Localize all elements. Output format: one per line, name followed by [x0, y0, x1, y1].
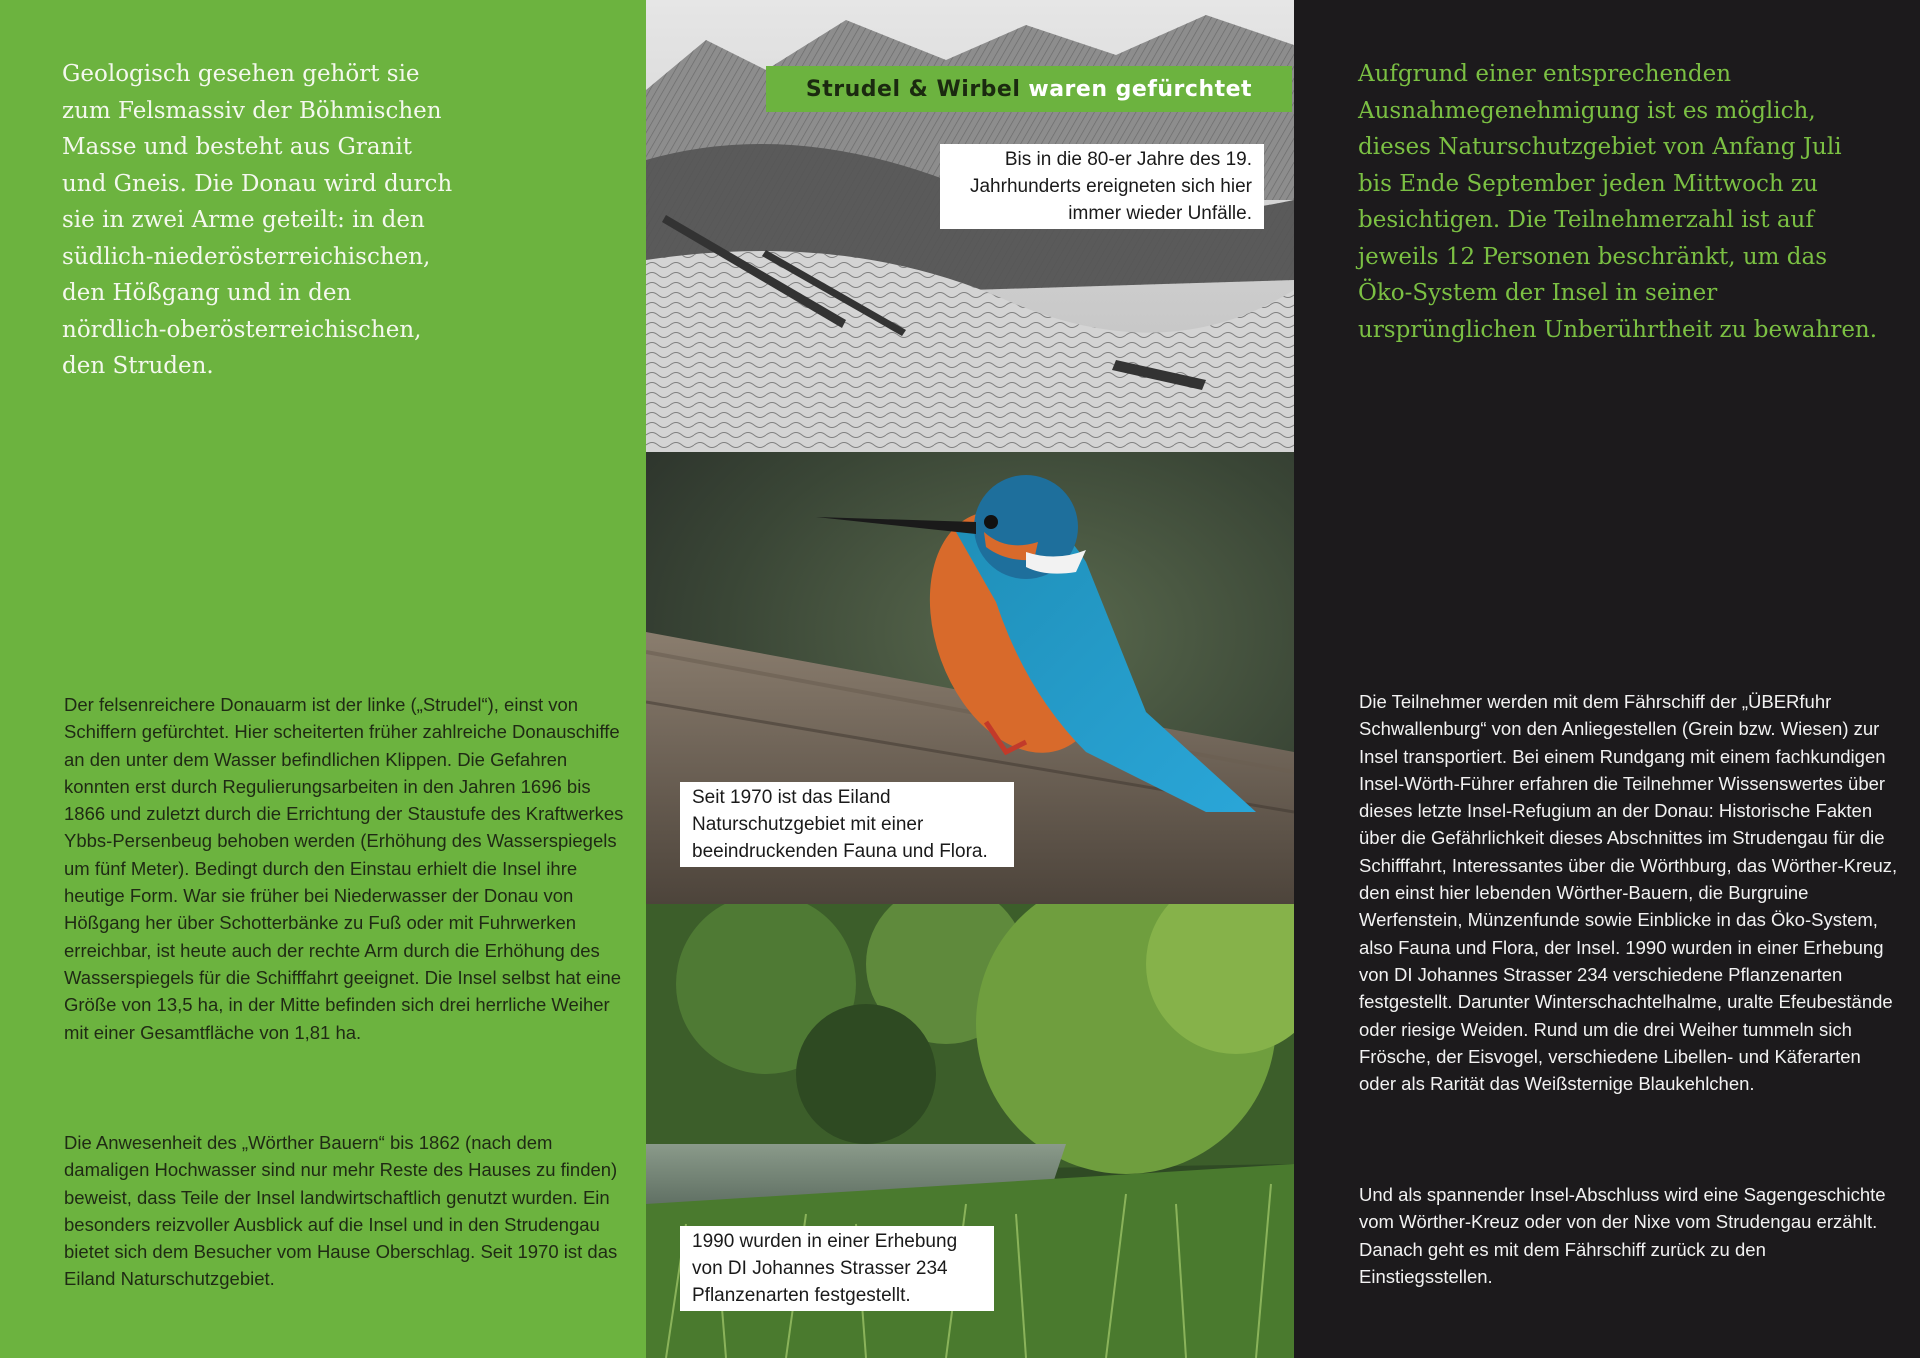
left-body-paragraph-1: Der felsenreichere Donauarm ist der linke („Strudel“), einst von Schiffern gefürchtet. Hier scheiterten früher zahlreiche Donauschiffe an den unter dem Wasser befindlichen Klippen. Die Gefahren konnten erst durch Regulierungsarbeiten in den Jahren 1696 bis 1866 und zuletzt durch die Errichtung der Staustufe des Kraftwerkes Ybbs-Persenbeug behoben werden (Erhöhung des Wasserspiegels um fünf Meter). Bedingt durch den Einstau erhielt die Insel ihre heutige Form. War sie früher bei Niederwasser der Donau von Hößgang her über Schotterbänke zu Fuß oder mit Fuhrwerken erreichbar, ist heute auch der rechte Arm durch die Erhöhung des Wasserspiegels für die Schifffahrt geeignet. Die Insel selbst hat eine Größe von 13,5 ha, in der Mitte befinden sich drei herrliche Weiher mit einer Gesamtfläche von 1,81 ha.: [64, 694, 624, 1043]
caption-kingfisher: Seit 1970 ist das Eiland Naturschutzgebiet mit einer beeindruckenden Fauna und Flora.: [680, 782, 1014, 867]
right-body-paragraph-1: Die Teilnehmer werden mit dem Fährschiff der „ÜBERfuhr Schwallenburg“ von den Anliegestellen (Grein bzw. Wiesen) zur Insel transportiert. Bei einem Rundgang mit einem fachkundigen Insel-Wörth-Führer erfahren die Teilnehmer Wissenswertes über dieses letzte Insel-Refugium an der Donau: Historische Fakten über die Gefährlichkeit dieses Abschnittes im Strudengau für die Schifffahrt, Interessantes über die Wörthburg, das Wörther-Kreuz, den einst hier lebenden Wörther-Bauern, die Burgruine Werfenstein, Münzenfunde sowie Einblicke in das Öko-System, also Fauna und Flora, der Insel. 1990 wurden in einer Erhebung von DI Johannes Strasser 234 verschiedene Pflanzenarten festgestellt. Darunter Winterschachtelhalme, uralte Efeubestände oder riesige Weiden. Rund um die drei Weiher tummeln sich Frösche, der Eisvogel, verschiedene Libellen- und Käferarten oder als Rarität das Weißsternige Blaukehlchen.: [1359, 691, 1898, 1095]
right-intro-text: Aufgrund einer entsprechenden Ausnahmegenehmigung ist es möglich, dieses Naturschutzgebiet von Anfang Juli bis Ende September jeden Mittwoch zu besichtigen. Die Teilnehmerzahl ist auf jeweils 12 Personen beschränkt, um das Öko-System der Insel in seiner ursprünglichen Unberührtheit zu bewahren.: [1358, 61, 1878, 343]
left-intro-text: Geologisch gesehen gehört sie zum Felsmassiv der Böhmischen Masse und besteht aus Granit und Gneis. Die Donau wird durch sie in zwei Arme geteilt: in den südlich-niederösterreichischen, den Hößgang und in den nördlich-oberösterreichischen, den Struden.: [62, 61, 453, 379]
left-body-paragraph-2: Die Anwesenheit des „Wörther Bauern“ bis 1862 (nach dem damaligen Hochwasser sind nur mehr Reste des Hauses zu finden) beweist, dass Teile der Insel landwirtschaftlich genutzt wurden. Ein besonders reizvoller Ausblick auf die Insel und in den Strudengau bietet sich dem Besucher vom Hause Oberschlag. Seit 1970 ist das Eiland Naturschutzgebiet.: [64, 1132, 618, 1290]
headline-part-1: Strudel & Wirbel: [805, 76, 1021, 102]
headline-part-2: waren gefürchtet: [1028, 76, 1253, 102]
caption-forest: 1990 wurden in einer Erhebung von DI Johannes Strasser 234 Pflanzenarten festgestellt.: [680, 1226, 994, 1311]
right-body-paragraph-2: Und als spannender Insel-Abschluss wird eine Sagengeschichte vom Wörther-Kreuz oder von der Nixe vom Strudengau erzählt. Danach geht es mit dem Fährschiff zurück zu den Einstiegsstellen.: [1359, 1184, 1886, 1287]
middle-panel: [646, 0, 1294, 1358]
caption-engraving: Bis in die 80-er Jahre des 19. Jahrhunderts ereigneten sich hier immer wieder Unfälle.: [940, 144, 1264, 229]
left-panel: [0, 0, 646, 1358]
headline-banner: [766, 66, 1292, 112]
